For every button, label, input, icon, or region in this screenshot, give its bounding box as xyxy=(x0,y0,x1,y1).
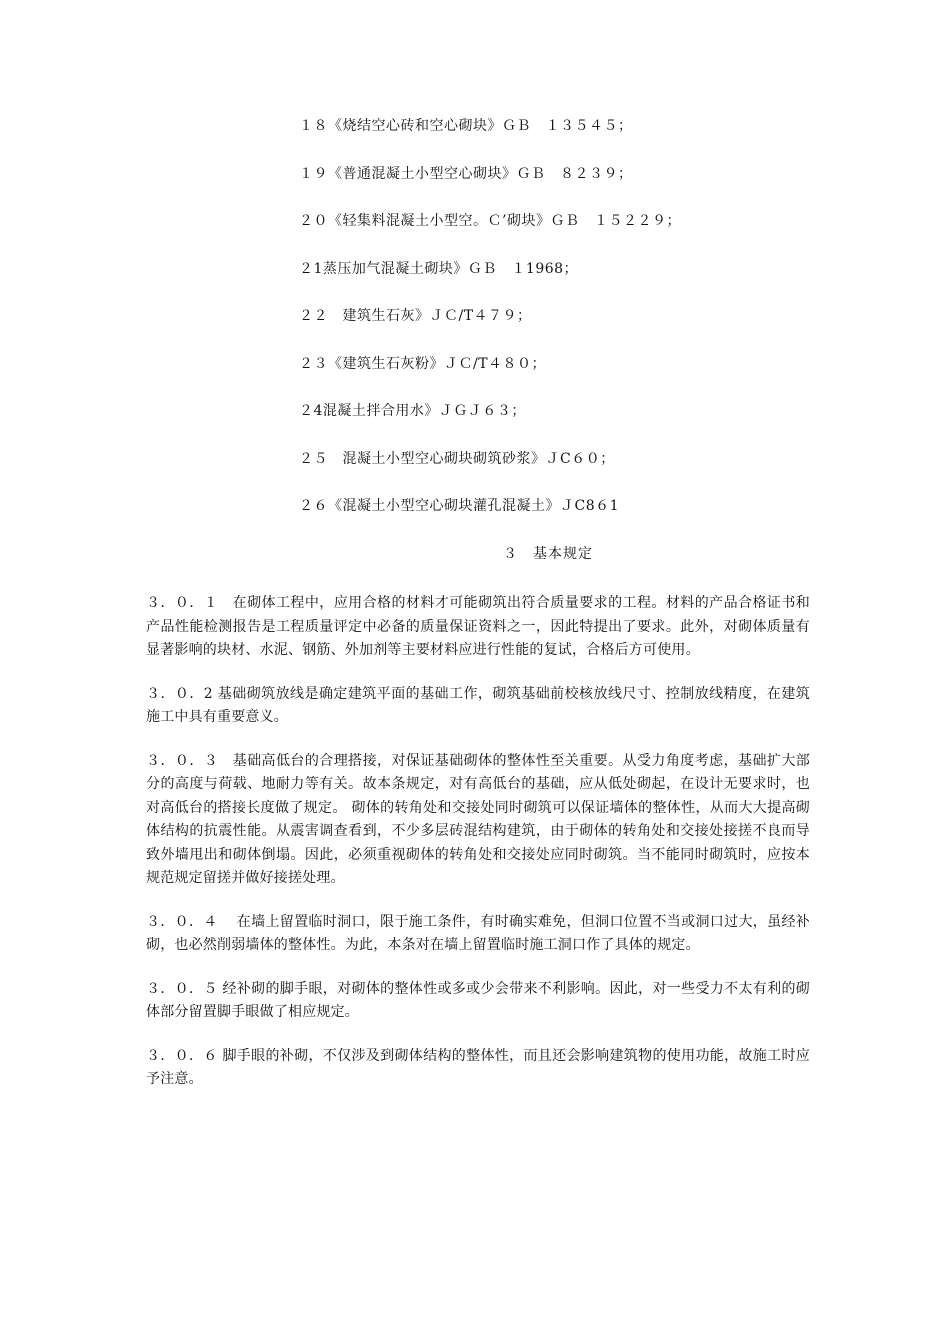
reference-item: １８《烧结空心砖和空心砌块》ＧＢ １３５４５； xyxy=(299,118,633,134)
reference-list xyxy=(299,116,859,544)
clause-paragraph: ３．０．３ 基础高低台的合理搭接，对保证基础砌体的整体性至关重要。从受力角度考虑，基础扩大部分的高度与荷载、地耐力等有关。故本条规定，对有高低台的基础，应从低处砌起，在设计无要求时，也对高低台的搭接长度做了规定。 砌体的转角处和交接处同时砌筑可以保证墙体的整体性，从而大大提高砌体结构的抗震性能。从震害调查看到，不少多层砖混结构建筑，由于砌体的转角处和交接处接搓不良而导致外墙甩出和砌体倒塌。因此，必须重视砌体的转角处和交接处应同时砌筑。当不能同时砌筑时，应按本规范规定留搓并做好接搓处理。 xyxy=(146,752,810,886)
clause-paragraph: ３．０．５ 经补砌的脚手眼，对砌体的整体性或多或少会带来不利影响。因此，对一些受力不太有利的砌体部分留置脚手眼做了相应规定。 xyxy=(146,980,810,1020)
section-title: ３ 基本规定 xyxy=(503,546,593,562)
reference-item: ２６《混凝土小型空心砌块灌孔混凝土》ＪC8６1 xyxy=(299,498,620,514)
reference-item: ２4混凝土拌合用水》ＪＧＪ６３； xyxy=(299,403,526,419)
reference-item: ２２ 建筑生石灰》ＪＣ/T４７９； xyxy=(299,308,532,324)
reference-item: ２1蒸压加气混凝土砌块》ＧＢ １1968； xyxy=(299,260,579,277)
clause-paragraph: ３．０．４ 在墙上留置临时洞口，限于施工条件，有时确实难免，但洞口位置不当或洞口过大，虽经补砌，也必然削弱墙体的整体性。为此，本条对在墙上留置临时施工洞口作了具体的规定。 xyxy=(146,913,810,953)
reference-item: ２０《轻集料混凝土小型空。Ｃ’砌块》ＧＢ １５２２９； xyxy=(299,213,681,229)
section-body xyxy=(146,592,810,1112)
reference-item: ２５ 混凝土小型空心砌块砌筑砂浆》ＪC６０； xyxy=(299,450,615,467)
clause-paragraph: ３．０．2 基础砌筑放线是确定建筑平面的基础工作，砌筑基础前校核放线尺寸、控制放线精度，在建筑施工中具有重要意义。 xyxy=(146,685,810,725)
clause-paragraph: ３．０．６ 脚手眼的补砌，不仅涉及到砌体结构的整体性，而且还会影响建筑物的使用功能，故施工时应予注意。 xyxy=(146,1047,810,1087)
reference-item: ２３《建筑生石灰粉》ＪＣ/T４８０； xyxy=(299,355,547,372)
reference-item: １９《普通混凝土小型空心砌块》ＧＢ ８２３９； xyxy=(299,165,633,182)
clause-paragraph: ３．０．１ 在砌体工程中，应用合格的材料才可能砌筑出符合质量要求的工程。材料的产品合格证书和产品性能检测报告是工程质量评定中必备的质量保证资料之一，因此特提出了要求。此外，对砌体质量有显著影响的块材、水泥、钢筋、外加剂等主要材料应进行性能的复试，合格后方可使用。 xyxy=(146,595,810,658)
